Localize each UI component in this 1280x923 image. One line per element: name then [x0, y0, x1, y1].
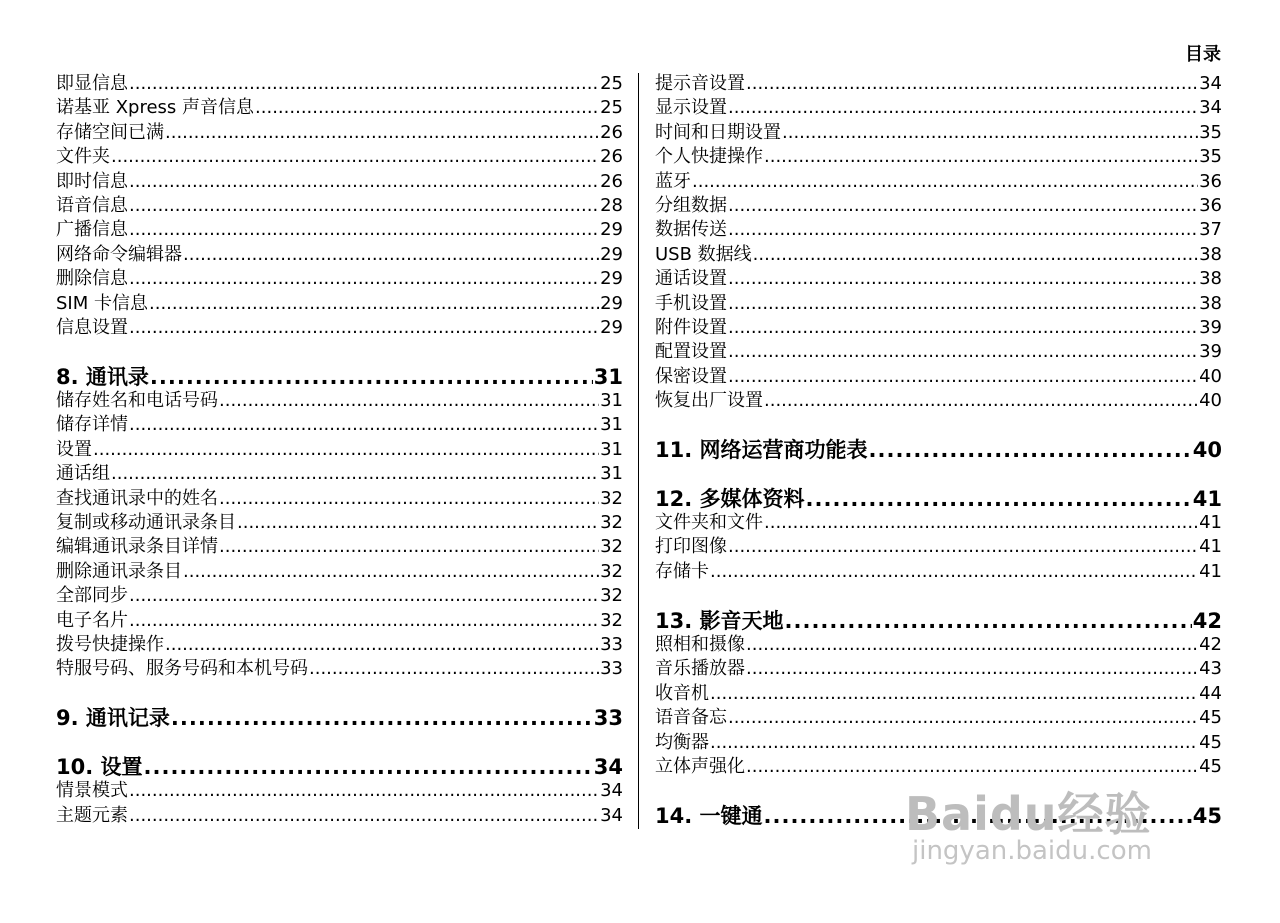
- toc-page-number: 31: [600, 438, 623, 460]
- toc-page-number: 31: [593, 364, 623, 389]
- toc-dot-leader: [753, 243, 1198, 267]
- toc-dot-leader: [183, 243, 599, 267]
- toc-page-number: 32: [600, 512, 623, 534]
- toc-page-number: 44: [1199, 682, 1222, 704]
- toc-page-number: 29: [600, 243, 623, 265]
- toc-page-number: 33: [600, 658, 623, 680]
- toc-entry[interactable]: [56, 560, 623, 584]
- toc-dot-leader: [219, 389, 599, 413]
- toc-entry-title: 9. 通讯记录: [56, 706, 170, 731]
- toc-dot-leader: [764, 389, 1198, 413]
- toc-section-heading[interactable]: [655, 609, 1222, 633]
- toc-page-number: 33: [600, 633, 623, 655]
- toc-dot-leader: [129, 804, 599, 828]
- toc-entry-title: 提示音设置: [655, 73, 745, 94]
- toc-entry-title: 语音信息: [56, 194, 128, 216]
- toc-entry-title: 均衡器: [655, 731, 709, 753]
- toc-entry[interactable]: [56, 779, 623, 803]
- toc-dot-leader: [165, 633, 599, 657]
- toc-entry-title: 即时信息: [56, 170, 128, 192]
- toc-entry-title: 全部同步: [56, 585, 128, 607]
- toc-page-number: 34: [600, 804, 623, 826]
- toc-entry-title: 存储空间已满: [56, 121, 164, 143]
- toc-dot-leader: [782, 121, 1198, 145]
- toc-entry-title: 文件夹: [56, 146, 110, 168]
- toc-page-number: 29: [600, 268, 623, 290]
- toc-page-number: 31: [600, 390, 623, 412]
- toc-page-number: 43: [1199, 658, 1222, 680]
- toc-entry-title: 数据传送: [655, 219, 727, 241]
- toc-page-number: 45: [1192, 803, 1222, 828]
- toc-entry-title: 照相和摄像: [655, 633, 745, 655]
- toc-page-number: 40: [1199, 390, 1222, 412]
- toc-section-heading[interactable]: [56, 365, 623, 389]
- toc-dot-leader: [728, 365, 1198, 389]
- column-divider: [638, 73, 639, 829]
- toc-dot-leader: [728, 96, 1198, 120]
- toc-dot-leader: [255, 96, 599, 120]
- toc-entry[interactable]: [655, 243, 1222, 267]
- toc-entry[interactable]: [655, 145, 1222, 169]
- toc-dot-leader: [111, 462, 599, 486]
- toc-entry[interactable]: [655, 96, 1222, 120]
- toc-entry-title: 12. 多媒体资料: [655, 486, 805, 511]
- toc-dot-leader: [165, 121, 599, 145]
- toc-entry-title: 主题元素: [56, 804, 128, 826]
- toc-page-number: 41: [1199, 536, 1222, 558]
- toc-dot-leader: [129, 609, 599, 633]
- toc-entry[interactable]: [655, 511, 1222, 535]
- toc-entry[interactable]: [56, 145, 623, 169]
- toc-entry[interactable]: [655, 755, 1222, 779]
- toc-dot-leader: [171, 706, 593, 730]
- toc-entry[interactable]: [655, 682, 1222, 706]
- toc-dot-leader: [764, 511, 1198, 535]
- toc-dot-leader: [129, 413, 599, 437]
- toc-dot-leader: [746, 72, 1198, 96]
- toc-dot-leader: [746, 755, 1198, 779]
- toc-dot-leader: [728, 218, 1198, 242]
- toc-dot-leader: [219, 535, 599, 559]
- toc-page-number: 42: [1192, 608, 1222, 633]
- toc-page-number: 32: [600, 609, 623, 631]
- toc-entry[interactable]: [655, 316, 1222, 340]
- toc-dot-leader: [728, 267, 1198, 291]
- toc-entry-title: 设置: [56, 438, 92, 460]
- toc-entry[interactable]: [655, 560, 1222, 584]
- toc-spacer: [56, 731, 623, 755]
- toc-dot-leader: [728, 316, 1198, 340]
- toc-page-number: 34: [1199, 97, 1222, 119]
- toc-entry-title: 复制或移动通讯录条目: [56, 512, 236, 534]
- toc-entry-title: 存储卡: [655, 560, 709, 582]
- toc-page-number: 31: [600, 463, 623, 485]
- toc-spacer: [56, 682, 623, 706]
- toc-entry[interactable]: [56, 584, 623, 608]
- toc-entry-title: 恢复出厂设置: [655, 390, 763, 412]
- toc-page-number: 26: [600, 121, 623, 143]
- toc-entry[interactable]: [56, 121, 623, 145]
- toc-entry[interactable]: [655, 365, 1222, 389]
- toc-dot-leader: [728, 292, 1198, 316]
- toc-dot-leader: [183, 560, 599, 584]
- toc-entry[interactable]: [655, 389, 1222, 413]
- toc-page-number: 32: [600, 536, 623, 558]
- toc-entry-title: 配置设置: [655, 341, 727, 363]
- toc-entry[interactable]: [56, 292, 623, 316]
- toc-entry[interactable]: [56, 511, 623, 535]
- toc-dot-leader: [728, 535, 1198, 559]
- toc-page-number: 33: [593, 706, 623, 731]
- toc-page-number: 45: [1199, 755, 1222, 777]
- toc-dot-leader: [785, 609, 1192, 633]
- toc-dot-leader: [111, 145, 599, 169]
- toc-page-number: 38: [1199, 292, 1222, 314]
- toc-page-number: 26: [600, 146, 623, 168]
- toc-page-number: 36: [1199, 194, 1222, 216]
- toc-entry-title: 诺基亚 Xpress 声音信息: [56, 97, 255, 119]
- toc-page-number: 32: [600, 560, 623, 582]
- toc-section-heading[interactable]: [56, 755, 623, 779]
- toc-page-number: 25: [600, 97, 623, 119]
- toc-entry[interactable]: [56, 657, 623, 681]
- toc-entry[interactable]: [56, 96, 623, 120]
- toc-section-heading[interactable]: [655, 487, 1222, 511]
- toc-page-number: 41: [1199, 560, 1222, 582]
- toc-entry-title: 手机设置: [655, 292, 727, 314]
- toc-entry-title: 10. 设置: [56, 754, 143, 779]
- toc-entry[interactable]: [56, 462, 623, 486]
- toc-section-heading[interactable]: [56, 706, 623, 730]
- toc-entry[interactable]: [655, 194, 1222, 218]
- watermark-url: jingyan.baidu.com: [912, 836, 1152, 866]
- toc-dot-leader: [129, 316, 599, 340]
- toc-dot-leader: [710, 560, 1198, 584]
- toc-section-heading[interactable]: [655, 438, 1222, 462]
- toc-entry-title: 打印图像: [655, 536, 727, 558]
- toc-page-number: 34: [600, 780, 623, 802]
- toc-entry[interactable]: [56, 72, 623, 96]
- toc-dot-leader: [764, 145, 1198, 169]
- toc-page-number: 29: [600, 292, 623, 314]
- toc-page-number: 42: [1199, 633, 1222, 655]
- toc-right-column: [655, 72, 1222, 828]
- toc-entry-title: 时间和日期设置: [655, 121, 781, 143]
- toc-entry[interactable]: [56, 316, 623, 340]
- toc-dot-leader: [144, 755, 593, 779]
- toc-dot-leader: [150, 365, 593, 389]
- toc-entry-title: 显示设置: [655, 97, 727, 119]
- toc-entry-title: 查找通讯录中的姓名: [56, 487, 218, 509]
- toc-entry[interactable]: [56, 633, 623, 657]
- toc-page-number: 38: [1199, 243, 1222, 265]
- toc-page-number: 38: [1199, 268, 1222, 290]
- toc-entry-title: 文件夹和文件: [655, 512, 763, 534]
- toc-entry-title: 即显信息: [56, 73, 128, 94]
- toc-entry[interactable]: [655, 535, 1222, 559]
- toc-entry[interactable]: [56, 170, 623, 194]
- toc-entry-title: 13. 影音天地: [655, 608, 784, 633]
- toc-entry-title: 信息设置: [56, 316, 128, 338]
- toc-dot-leader: [869, 438, 1192, 462]
- toc-entry-title: 删除信息: [56, 268, 128, 290]
- toc-entry-title: SIM 卡信息: [56, 292, 148, 314]
- toc-page-number: 32: [600, 487, 623, 509]
- toc-entry[interactable]: [655, 170, 1222, 194]
- toc-entry-title: 收音机: [655, 682, 709, 704]
- toc-page-number: 40: [1199, 365, 1222, 387]
- toc-entry-title: 拨号快捷操作: [56, 633, 164, 655]
- toc-entry[interactable]: [56, 389, 623, 413]
- toc-entry[interactable]: [56, 438, 623, 462]
- toc-dot-leader: [806, 487, 1192, 511]
- toc-entry[interactable]: [655, 121, 1222, 145]
- toc-entry-title: 通话设置: [655, 268, 727, 290]
- toc-dot-leader: [129, 584, 599, 608]
- toc-entry[interactable]: [655, 218, 1222, 242]
- toc-entry[interactable]: [56, 243, 623, 267]
- toc-page-number: 45: [1199, 707, 1222, 729]
- toc-entry[interactable]: [655, 267, 1222, 291]
- toc-entry[interactable]: [56, 487, 623, 511]
- toc-page-number: 39: [1199, 316, 1222, 338]
- toc-dot-leader: [129, 779, 599, 803]
- toc-entry-title: 音乐播放器: [655, 658, 745, 680]
- toc-dot-leader: [710, 731, 1198, 755]
- toc-entry[interactable]: [56, 535, 623, 559]
- toc-entry[interactable]: [56, 413, 623, 437]
- toc-page-number: 35: [1199, 121, 1222, 143]
- toc-dot-leader: [728, 340, 1198, 364]
- toc-entry-title: 电子名片: [56, 609, 128, 631]
- toc-page-number: 35: [1199, 146, 1222, 168]
- toc-page-number: 45: [1199, 731, 1222, 753]
- toc-entry-title: 14. 一键通: [655, 803, 763, 828]
- toc-entry-title: 通话组: [56, 463, 110, 485]
- toc-dot-leader: [728, 194, 1198, 218]
- toc-page-number: 37: [1199, 219, 1222, 241]
- toc-dot-leader: [710, 682, 1198, 706]
- toc-dot-leader: [746, 633, 1198, 657]
- toc-entry-title: 储存姓名和电话号码: [56, 390, 218, 412]
- toc-entry[interactable]: [655, 731, 1222, 755]
- toc-entry-title: 保密设置: [655, 365, 727, 387]
- toc-dot-leader: [219, 487, 599, 511]
- toc-entry[interactable]: [655, 340, 1222, 364]
- toc-spacer: [655, 462, 1222, 486]
- toc-dot-leader: [129, 170, 599, 194]
- toc-spacer: [655, 413, 1222, 437]
- toc-page-number: 39: [1199, 341, 1222, 363]
- toc-entry-title: 个人快捷操作: [655, 146, 763, 168]
- toc-entry[interactable]: [655, 633, 1222, 657]
- toc-entry-title: 编辑通讯录条目详情: [56, 536, 218, 558]
- toc-entry[interactable]: [655, 292, 1222, 316]
- toc-dot-leader: [746, 657, 1198, 681]
- toc-dot-leader: [129, 194, 599, 218]
- toc-page-number: 31: [600, 414, 623, 436]
- toc-left-column: [56, 72, 623, 828]
- toc-dot-leader: [692, 170, 1198, 194]
- toc-page-number: 26: [600, 170, 623, 192]
- toc-entry[interactable]: [56, 609, 623, 633]
- toc-entry[interactable]: [56, 804, 623, 828]
- toc-entry-title: 8. 通讯录: [56, 364, 149, 389]
- toc-dot-leader: [129, 267, 599, 291]
- toc-entry-title: 广播信息: [56, 219, 128, 241]
- toc-dot-leader: [129, 72, 599, 96]
- page-header-title: 目录: [1185, 44, 1221, 65]
- toc-entry-title: 分组数据: [655, 194, 727, 216]
- toc-entry[interactable]: [655, 72, 1222, 96]
- toc-entry[interactable]: [56, 267, 623, 291]
- toc-entry[interactable]: [655, 706, 1222, 730]
- toc-page-number: 34: [593, 754, 623, 779]
- toc-entry-title: 情景模式: [56, 780, 128, 802]
- toc-entry[interactable]: [56, 194, 623, 218]
- toc-entry[interactable]: [56, 218, 623, 242]
- toc-page-number: 32: [600, 585, 623, 607]
- toc-entry-title: 附件设置: [655, 316, 727, 338]
- toc-entry-title: 删除通讯录条目: [56, 560, 182, 582]
- toc-entry-title: 网络命令编辑器: [56, 243, 182, 265]
- toc-spacer: [655, 584, 1222, 608]
- toc-entry[interactable]: [655, 657, 1222, 681]
- toc-dot-leader: [309, 657, 599, 681]
- toc-page-number: 40: [1192, 437, 1222, 462]
- toc-page-number: 36: [1199, 170, 1222, 192]
- toc-entry-title: 储存详情: [56, 414, 128, 436]
- toc-entry-title: 蓝牙: [655, 170, 691, 192]
- toc-entry-title: 11. 网络运营商功能表: [655, 437, 868, 462]
- toc-entry-title: USB 数据线: [655, 243, 752, 265]
- toc-spacer: [56, 340, 623, 364]
- toc-dot-leader: [93, 438, 599, 462]
- toc-page-number: 34: [1199, 73, 1222, 94]
- toc-page-number: 29: [600, 219, 623, 241]
- toc-page-number: 29: [600, 316, 623, 338]
- toc-entry-title: 语音备忘: [655, 707, 727, 729]
- toc-page-number: 25: [600, 73, 623, 94]
- toc-dot-leader: [237, 511, 599, 535]
- toc-page-number: 41: [1192, 486, 1222, 511]
- toc-dot-leader: [149, 292, 599, 316]
- toc-entry-title: 立体声强化: [655, 755, 745, 777]
- toc-page-number: 28: [600, 194, 623, 216]
- toc-dot-leader: [728, 706, 1198, 730]
- watermark-logo: Baidu经验: [905, 787, 1152, 841]
- toc-entry-title: 特服号码、服务号码和本机号码: [56, 658, 308, 680]
- toc-page-number: 41: [1199, 512, 1222, 534]
- toc-dot-leader: [129, 218, 599, 242]
